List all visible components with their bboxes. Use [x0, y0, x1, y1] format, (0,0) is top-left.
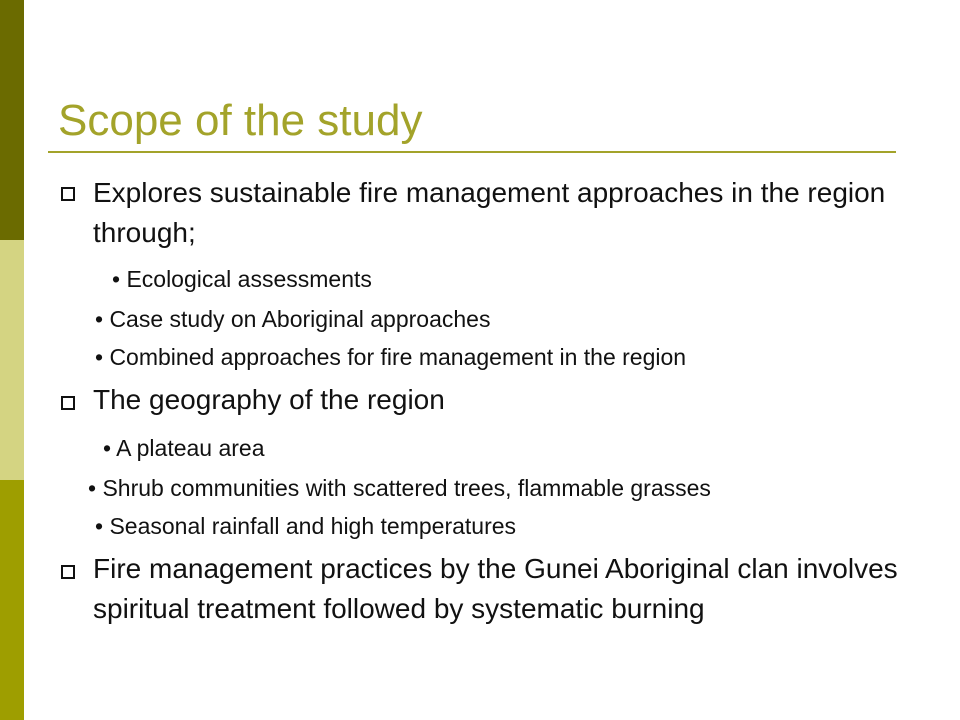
bullet-2-text: The geography of the region	[93, 384, 445, 415]
hollow-square-icon	[61, 565, 75, 579]
bullet-1-text: Explores sustainable fire management approaches in the region through;	[93, 177, 886, 248]
sub-bullet-2-2: • Shrub communities with scattered trees, flammable grasses	[88, 475, 711, 501]
sub-bullet-2-1: • A plateau area	[103, 435, 265, 461]
hollow-square-icon	[61, 396, 75, 410]
sub-bullet-1-2: • Case study on Aboriginal approaches	[95, 306, 491, 332]
hollow-square-icon	[61, 187, 75, 201]
sub-bullet-2-3: • Seasonal rainfall and high temperatures	[95, 513, 517, 539]
sub-bullet-1-1: • Ecological assessments	[112, 266, 372, 292]
slide-title: Scope of the study	[58, 96, 423, 145]
sidebar-decor-top	[0, 0, 24, 240]
sidebar-decor-middle	[0, 240, 24, 480]
bullet-3-text: Fire management practices by the Gunei Aboriginal clan involves spiritual treatment followed by systematic burning	[93, 553, 898, 624]
title-underline	[48, 151, 896, 153]
sidebar-decor-bottom	[0, 480, 24, 720]
sub-bullet-1-3: • Combined approaches for fire management in the region	[95, 344, 687, 370]
